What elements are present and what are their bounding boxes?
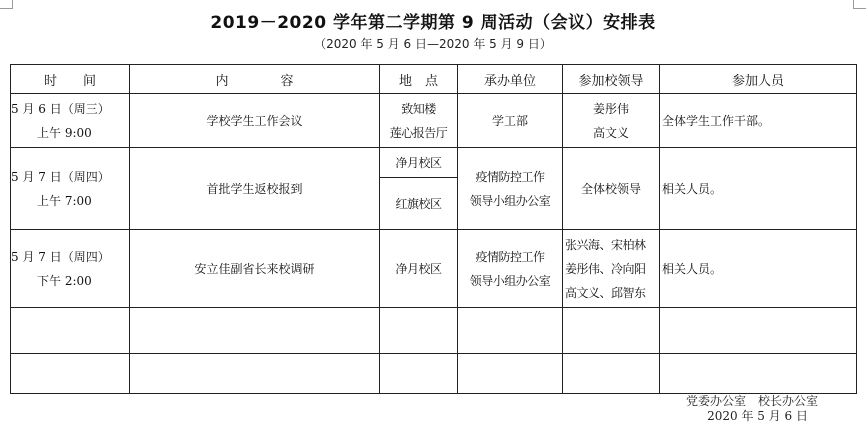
leader-line: 高文义 [592, 125, 629, 140]
leader-line: 姜彤伟、冷向阳 [565, 261, 646, 276]
content-cell: 学校学生工作会议 [130, 94, 380, 148]
header-participants: 参加人员 [660, 65, 857, 94]
time-cell [11, 148, 130, 230]
participants-cell: 全体学生工作干部。 [660, 94, 857, 148]
organizer-cell: 学工部 [458, 94, 563, 148]
schedule-table [10, 64, 857, 394]
header-time: 时 间 [11, 65, 130, 94]
table-row [11, 148, 857, 178]
empty-cell [11, 354, 130, 394]
location-cell: 净月校区 [380, 148, 458, 178]
content-cell: 安立佳副省长来校调研 [130, 230, 380, 308]
footer-issuer: 党委办公室 校长办公室 [685, 394, 818, 408]
location-cell: 红旗校区 [380, 178, 458, 230]
organizer-cell [458, 230, 563, 308]
leader-line: 张兴海、宋柏林 [565, 237, 646, 252]
organizer-line: 疫情防控工作 [475, 169, 545, 184]
leaders-cell: 全体校领导 [563, 148, 660, 230]
empty-cell [458, 308, 563, 354]
header-leaders: 参加校领导 [563, 65, 660, 94]
empty-cell [563, 354, 660, 394]
time-date: 5 月 6 日（周三） [11, 101, 110, 116]
location-line: 莲心报告厅 [389, 125, 448, 140]
header-content: 内 容 [130, 65, 380, 94]
table-row [11, 94, 857, 148]
organizer-cell [458, 148, 563, 230]
participants-cell: 相关人员。 [660, 148, 857, 230]
header-organizer: 承办单位 [458, 65, 563, 94]
empty-cell [458, 354, 563, 394]
organizer-line: 领导小组办公室 [469, 193, 551, 208]
leaders-cell [563, 230, 660, 308]
time-date: 5 月 7 日（周四） [11, 249, 110, 264]
table-header-row [11, 65, 857, 94]
footer-date: 2020 年 5 月 6 日 [707, 409, 808, 423]
empty-cell [380, 354, 458, 394]
location-cell [380, 94, 458, 148]
empty-cell [380, 308, 458, 354]
empty-cell [660, 308, 857, 354]
empty-cell [11, 308, 130, 354]
content-cell: 首批学生返校报到 [130, 148, 380, 230]
organizer-line: 领导小组办公室 [469, 273, 551, 288]
time-hour: 下午 2:00 [37, 273, 92, 288]
organizer-line: 疫情防控工作 [475, 249, 545, 264]
footer [686, 394, 818, 424]
empty-cell [130, 354, 380, 394]
header-location: 地 点 [380, 65, 458, 94]
empty-row [11, 354, 857, 394]
empty-cell [563, 308, 660, 354]
leader-line: 高文义、邱智东 [565, 285, 646, 300]
table-row [11, 230, 857, 308]
time-cell [11, 230, 130, 308]
location-line: 致知楼 [401, 101, 436, 116]
page-title: 2019－2020 学年第二学期第 9 周活动（会议）安排表 [210, 13, 656, 33]
time-hour: 上午 7:00 [37, 193, 92, 208]
time-cell [11, 94, 130, 148]
empty-cell [130, 308, 380, 354]
page-subtitle: （2020 年 5 月 6 日—2020 年 5 月 9 日） [314, 37, 552, 51]
leaders-cell [563, 94, 660, 148]
time-hour: 上午 9:00 [37, 125, 92, 140]
leader-line: 姜彤伟 [592, 101, 629, 116]
empty-row [11, 308, 857, 354]
empty-cell [660, 354, 857, 394]
time-date: 5 月 7 日（周四） [11, 169, 110, 184]
participants-cell: 相关人员。 [660, 230, 857, 308]
location-cell: 净月校区 [380, 230, 458, 308]
